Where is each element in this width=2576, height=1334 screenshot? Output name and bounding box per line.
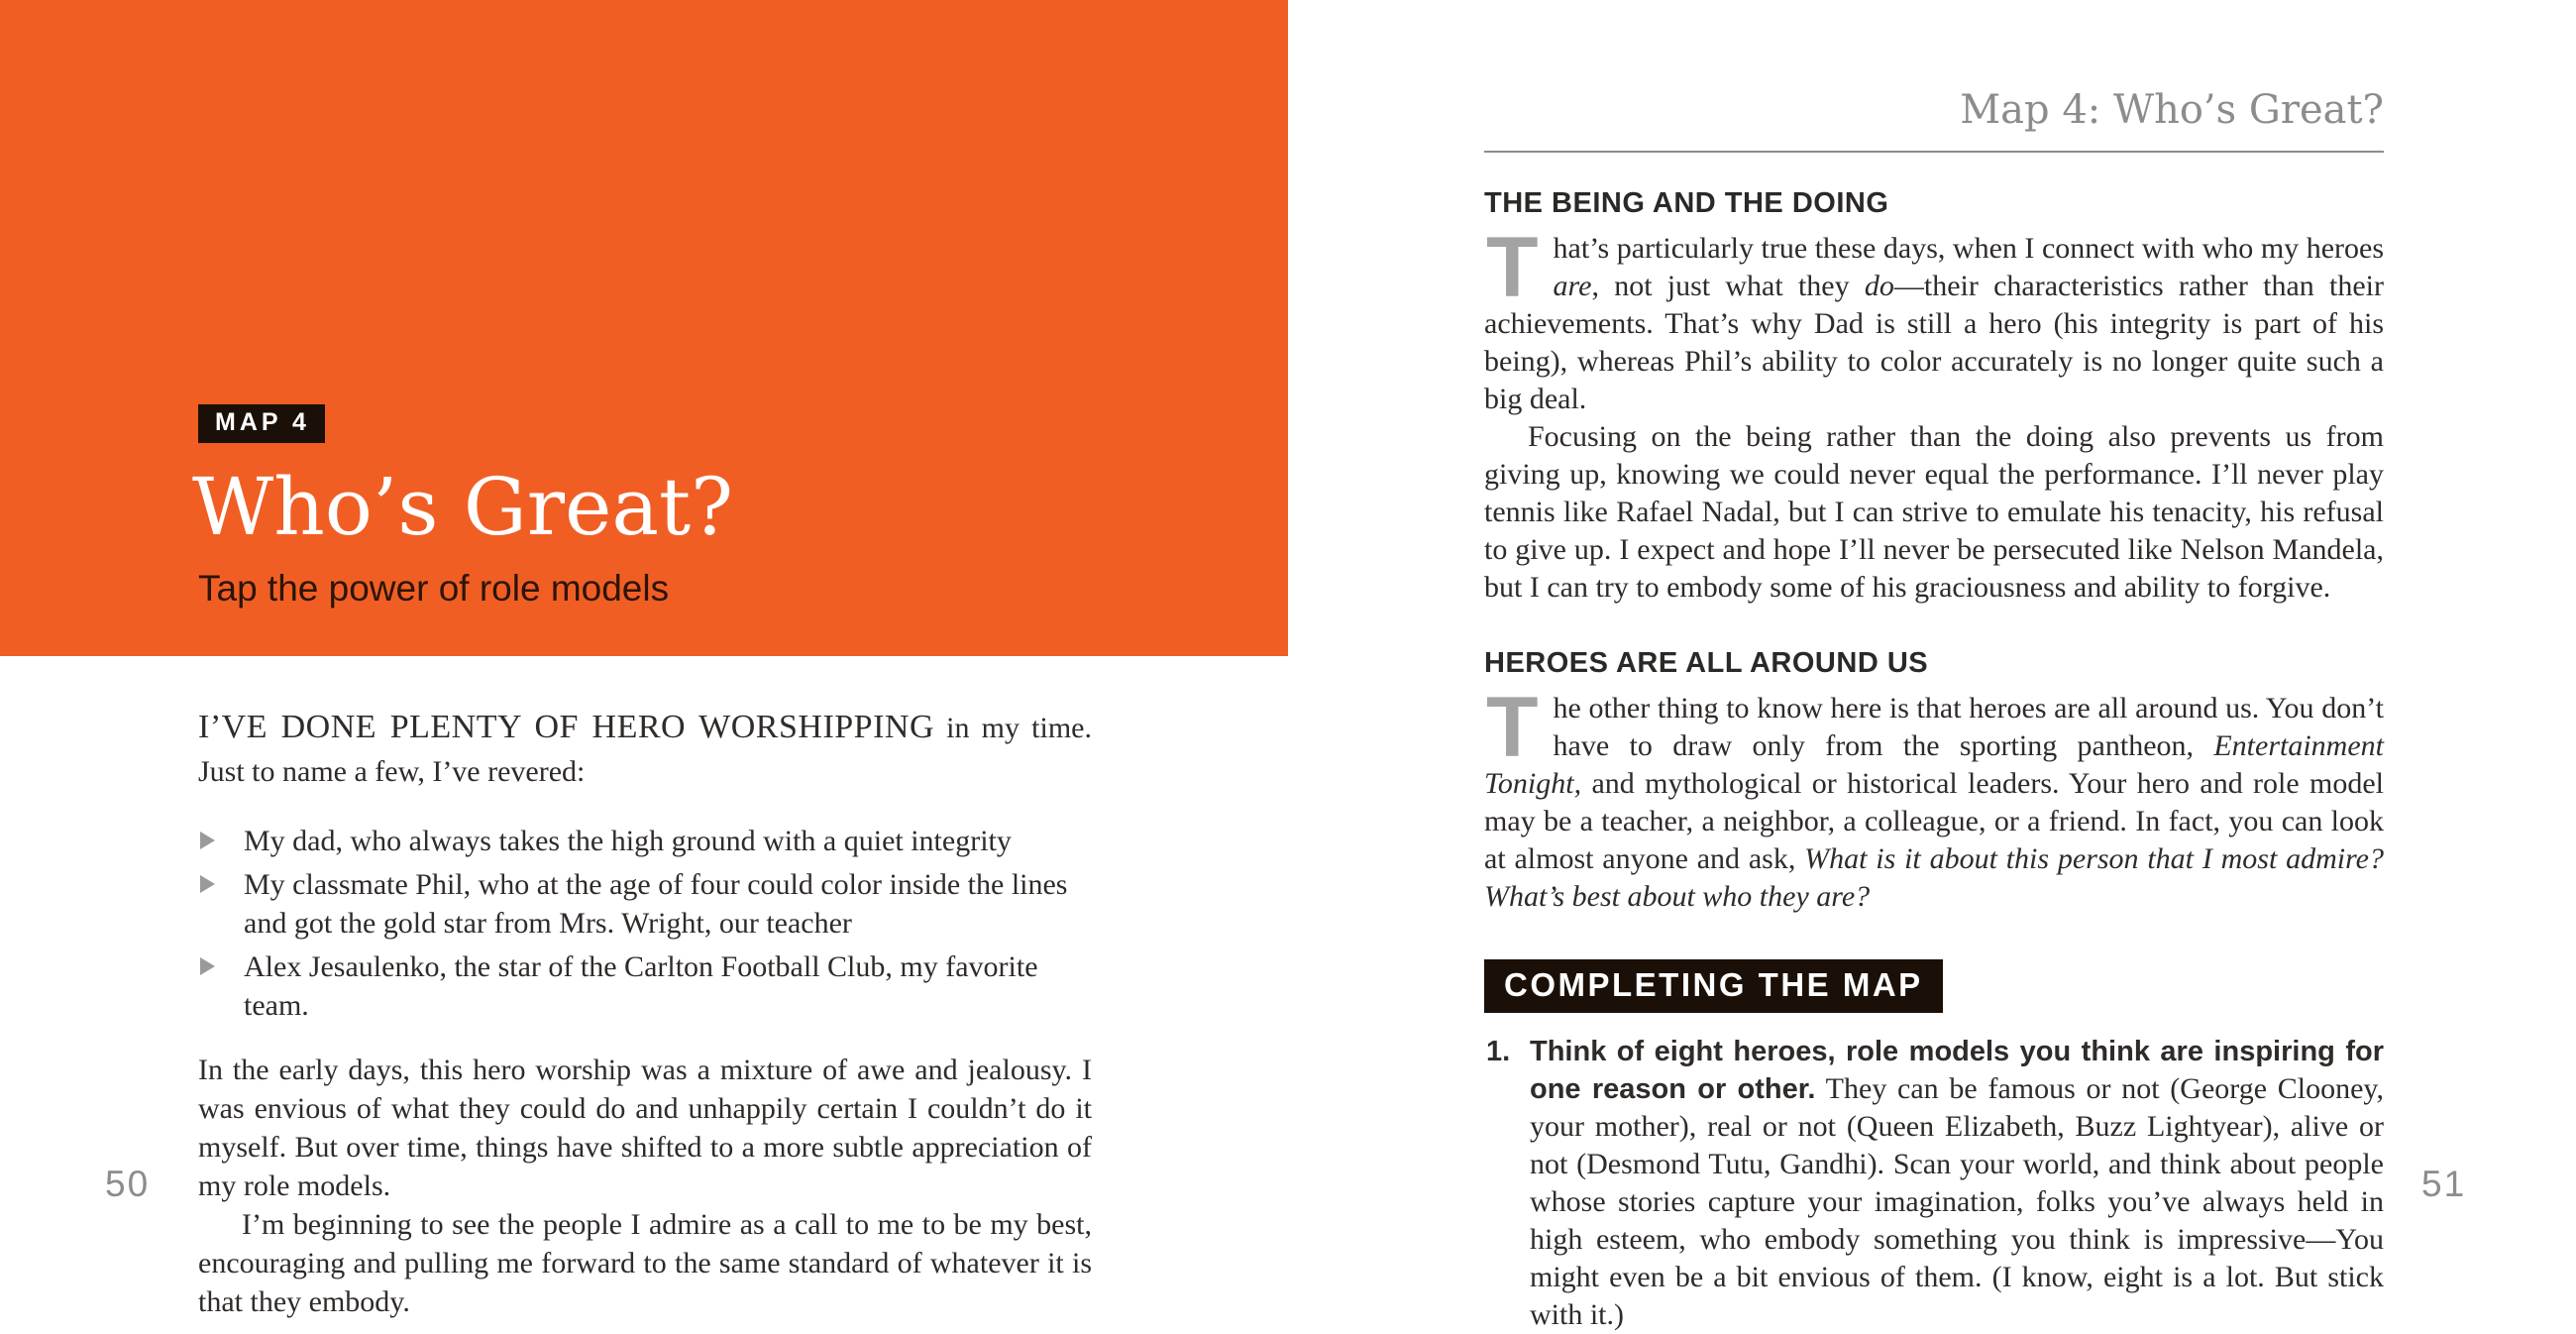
paragraph-text: he other thing to know here is that heroes are all around us. You don’t have to draw only from the sporting pantheon, Entertainment Tonight, and mythological or historical leaders. Your hero and role model may be a teacher, a neighbor, a colleague, or a friend. In fact, you can look at almost anyone and ask, What is it about this person that I most admire? What’s best about who they are? (1484, 692, 2384, 913)
page-number-right: 51 (2421, 1164, 2467, 1204)
right-page-text-column (1484, 85, 2384, 1334)
running-header: Map 4: Who’s Great? (1960, 87, 2384, 133)
bullet-triangle-icon (200, 832, 215, 849)
dropcap-letter: T (1486, 680, 1539, 775)
chapter-title: Who’s Great? (192, 461, 734, 553)
chapter-opener-banner (0, 0, 1288, 656)
list-item-text: Alex Jesaulenko, the star of the Carlton Football Club, my favorite team. (244, 950, 1038, 1022)
list-item (198, 822, 1092, 860)
body-paragraph: I’m beginning to see the people I admire as a call to me to be my best, encouraging and pulling me forward to the same standard of whatever it is that they embody. (198, 1208, 1092, 1318)
list-item (198, 947, 1092, 1025)
section1-paragraph-1 (1484, 220, 2384, 418)
chapter-subtitle: Tap the power of role models (198, 568, 670, 609)
body-paragraph: In the early days, this hero worship was a mixture of awe and jealousy. I was envious of what they could do and unhappily certain I couldn’t do it myself. But over time, things have shifted to a more subtle appreciation of my role models. (198, 1054, 1092, 1202)
numbered-list-item (1484, 1033, 2384, 1334)
item-text: Think of eight heroes, role models you think are inspiring for one reason or other. They can be famous or not (George Clooney, your mother), real or not (Queen Elizabeth, Buzz Lightyear), alive or not (Desmond Tutu, Gandhi). Scan your world, and think about people whose stories capture your imagination, folks you’ve always held in high esteem, who embody something you think is impressive—You might even be a bit envious of them. (I know, eight is a lot. But stick with it.) (1530, 1036, 2384, 1331)
bullet-triangle-icon (200, 957, 215, 975)
header-rule (1484, 151, 2384, 153)
dropcap-letter: T (1486, 220, 1539, 315)
list-item (198, 865, 1092, 943)
list-item-text: My classmate Phil, who at the age of four could color inside the lines and got the gold star from Mrs. Wright, our teacher (244, 868, 1068, 940)
list-item-text: My dad, who always takes the high ground with a quiet integrity (244, 825, 1012, 857)
bullet-triangle-icon (200, 875, 215, 893)
completing-the-map-badge: COMPLETING THE MAP (1484, 959, 1943, 1013)
paragraph-text: hat’s particularly true these days, when I connect with who my heroes are, not just what they do—their characteristics rather than their achievements. That’s why Dad is still a hero (his integrity is part of his being), whereas Phil’s ability to color accurately is no longer quite such a big deal. (1484, 232, 2384, 415)
item-number: 1. (1486, 1036, 1511, 1067)
section1-paragraph-2: Focusing on the being rather than the doing also prevents us from giving up, knowing we could never equal the performance. I’ll never play tennis like Rafael Nadal, but I can strive to emulate his tenacity, his refusal to give up. I expect and hope I’ll never be persecuted like Nelson Mandela, but I can try to embody some of his graciousness and ability to forgive. (1484, 420, 2384, 604)
left-page-text-column (198, 706, 1092, 1321)
section-heading-heroes-around: HEROES ARE ALL AROUND US (1484, 647, 1929, 679)
section-heading-being-doing: THE BEING AND THE DOING (1484, 187, 1889, 219)
hero-list (198, 822, 1092, 1025)
page-number-left: 50 (105, 1164, 151, 1204)
map-number-badge: MAP 4 (198, 404, 325, 443)
intro-paragraph: I’VE DONE PLENTY OF HERO WORSHIPPING in my time. Just to name a few, I’ve revered: (198, 709, 1092, 788)
section2-paragraph-1 (1484, 680, 2384, 916)
